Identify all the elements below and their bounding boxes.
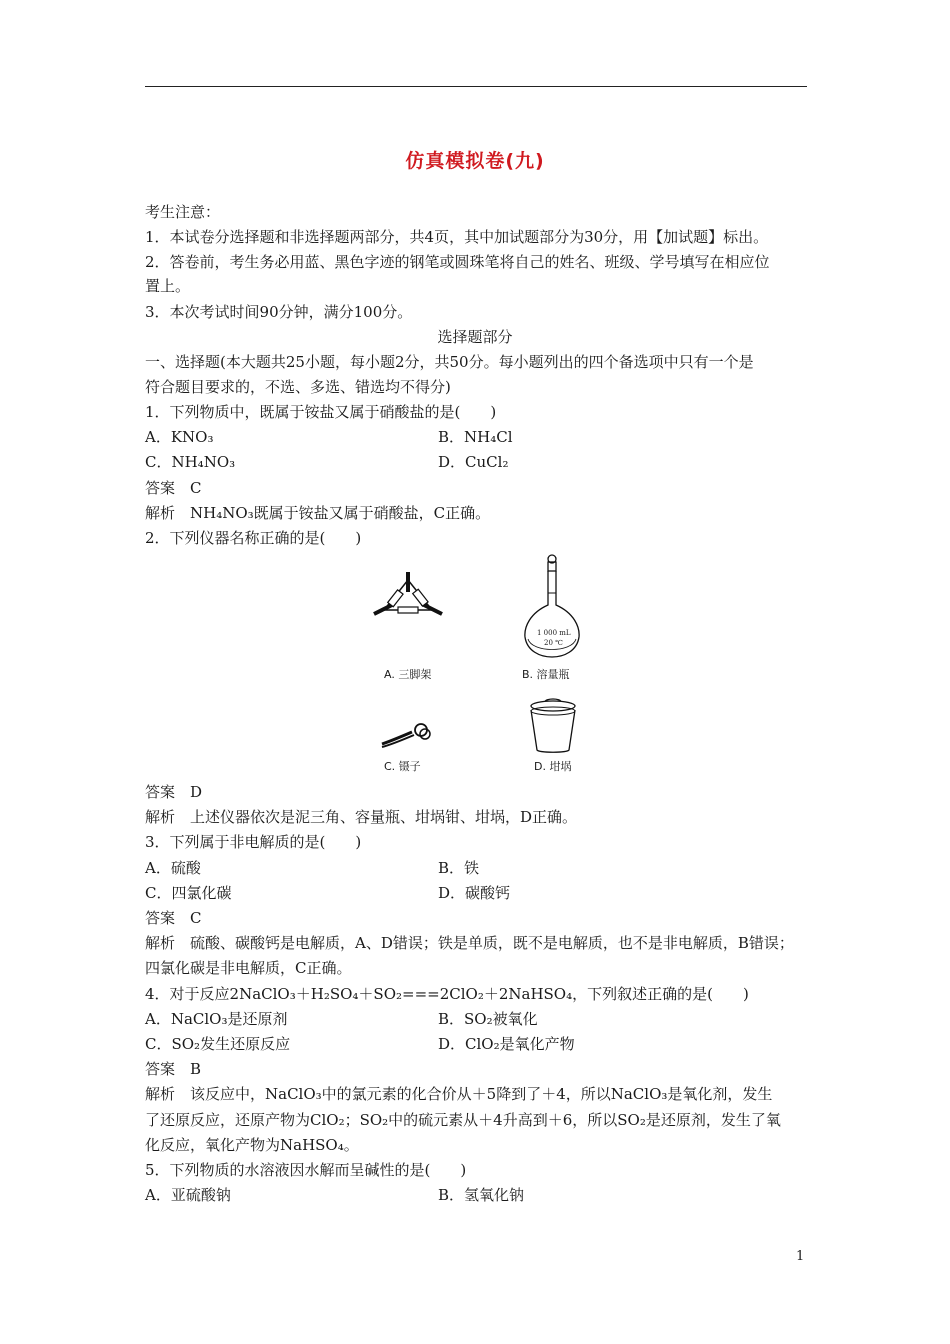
q1-option-b: B．NH₄Cl: [438, 428, 513, 446]
fig-caption-a: A. 三脚架: [384, 668, 432, 681]
flask-capacity-label: 1 000 mL: [537, 629, 571, 637]
q4-analysis-a: 解析 该反应中，NaClO₃中的氯元素的化合价从＋5降到了＋4，所以NaClO₃是氧化剂，发生: [145, 1085, 773, 1103]
q3-analysis-a: 解析 硫酸、碳酸钙是电解质，A、D错误；铁是单质，既不是电解质，也不是非电解质，B错误；: [145, 934, 794, 952]
q1-option-c: C．NH₄NO₃: [145, 453, 236, 471]
q1-answer: 答案 C: [145, 479, 202, 497]
q1-option-d: D．CuCl₂: [438, 453, 509, 471]
page-number: 1: [796, 1249, 805, 1264]
notice-item-2a: 2．答卷前，考生务必用蓝、黑色字迹的钢笔或圆珠笔将自己的姓名、班级、学号填写在相应位: [145, 253, 770, 271]
page-title: 仿真模拟卷(九): [405, 150, 545, 172]
notice-item-2b: 置上。: [145, 277, 191, 295]
fig-caption-d: D. 坩埚: [534, 760, 572, 773]
q5-option-b: B．氢氧化钠: [438, 1186, 525, 1204]
q3-analysis-b: 四氯化碳是非电解质，C正确。: [145, 959, 352, 977]
part-intro-b: 符合题目要求的，不选、多选、错选均不得分): [145, 378, 451, 396]
q2-analysis: 解析 上述仪器依次是泥三角、容量瓶、坩埚钳、坩埚，D正确。: [145, 808, 578, 826]
notice-item-3: 3．本次考试时间90分钟，满分100分。: [145, 303, 413, 321]
q5-option-a: A．亚硫酸钠: [145, 1186, 231, 1204]
q1-option-a: A．KNO₃: [145, 428, 214, 446]
q1-analysis: 解析 NH₄NO₃既属于铵盐又属于硝酸盐，C正确。: [145, 504, 491, 522]
q4-option-d: D．ClO₂是氧化产物: [438, 1035, 575, 1053]
q5-stem: 5．下列物质的水溶液因水解而呈碱性的是( ): [145, 1161, 467, 1179]
q4-analysis-b: 了还原反应，还原产物为ClO₂；SO₂中的硫元素从＋4升高到＋6，所以SO₂是还原剂，发生了氧: [145, 1111, 781, 1129]
q4-answer: 答案 B: [145, 1060, 202, 1078]
q4-option-a: A．NaClO₃是还原剂: [145, 1010, 288, 1028]
flask-temperature-label: 20 ℃: [544, 639, 563, 647]
crucible-tongs-figure: [378, 722, 434, 750]
q3-option-c: C．四氯化碳: [145, 884, 232, 902]
clay-triangle-figure: [372, 570, 444, 620]
q3-stem: 3．下列属于非电解质的是( ): [145, 833, 362, 851]
section-title: 选择题部分: [437, 328, 513, 346]
notice-heading: 考生注意：: [145, 203, 221, 221]
q2-answer: 答案 D: [145, 783, 203, 801]
q4-option-b: B．SO₂被氧化: [438, 1010, 538, 1028]
notice-item-1: 1．本试卷分选择题和非选择题两部分，共4页，其中加试题部分为30分，用【加试题】标出。: [145, 228, 769, 246]
header-rule: [145, 86, 807, 87]
q3-option-b: B．铁: [438, 859, 480, 877]
q1-stem: 1．下列物质中，既属于铵盐又属于硝酸盐的是( ): [145, 403, 497, 421]
fig-caption-b: B. 溶量瓶: [522, 668, 570, 681]
part-intro-a: 一、选择题(本大题共25小题，每小题2分，共50分。每小题列出的四个备选项中只有一个是: [145, 353, 754, 371]
q4-analysis-c: 化反应，氧化产物为NaHSO₄。: [145, 1136, 359, 1154]
q3-answer: 答案 C: [145, 909, 202, 927]
q4-stem: 4．对于反应2NaClO₃＋H₂SO₄＋SO₂===2ClO₂＋2NaHSO₄，下列叙述正确的是( ): [145, 985, 749, 1003]
q2-stem: 2．下列仪器名称正确的是( ): [145, 529, 362, 547]
fig-caption-c: C. 镊子: [384, 760, 421, 773]
q3-option-a: A．硫酸: [145, 859, 201, 877]
q3-option-d: D．碳酸钙: [438, 884, 511, 902]
q4-option-c: C．SO₂发生还原反应: [145, 1035, 291, 1053]
crucible-figure: [527, 698, 579, 754]
